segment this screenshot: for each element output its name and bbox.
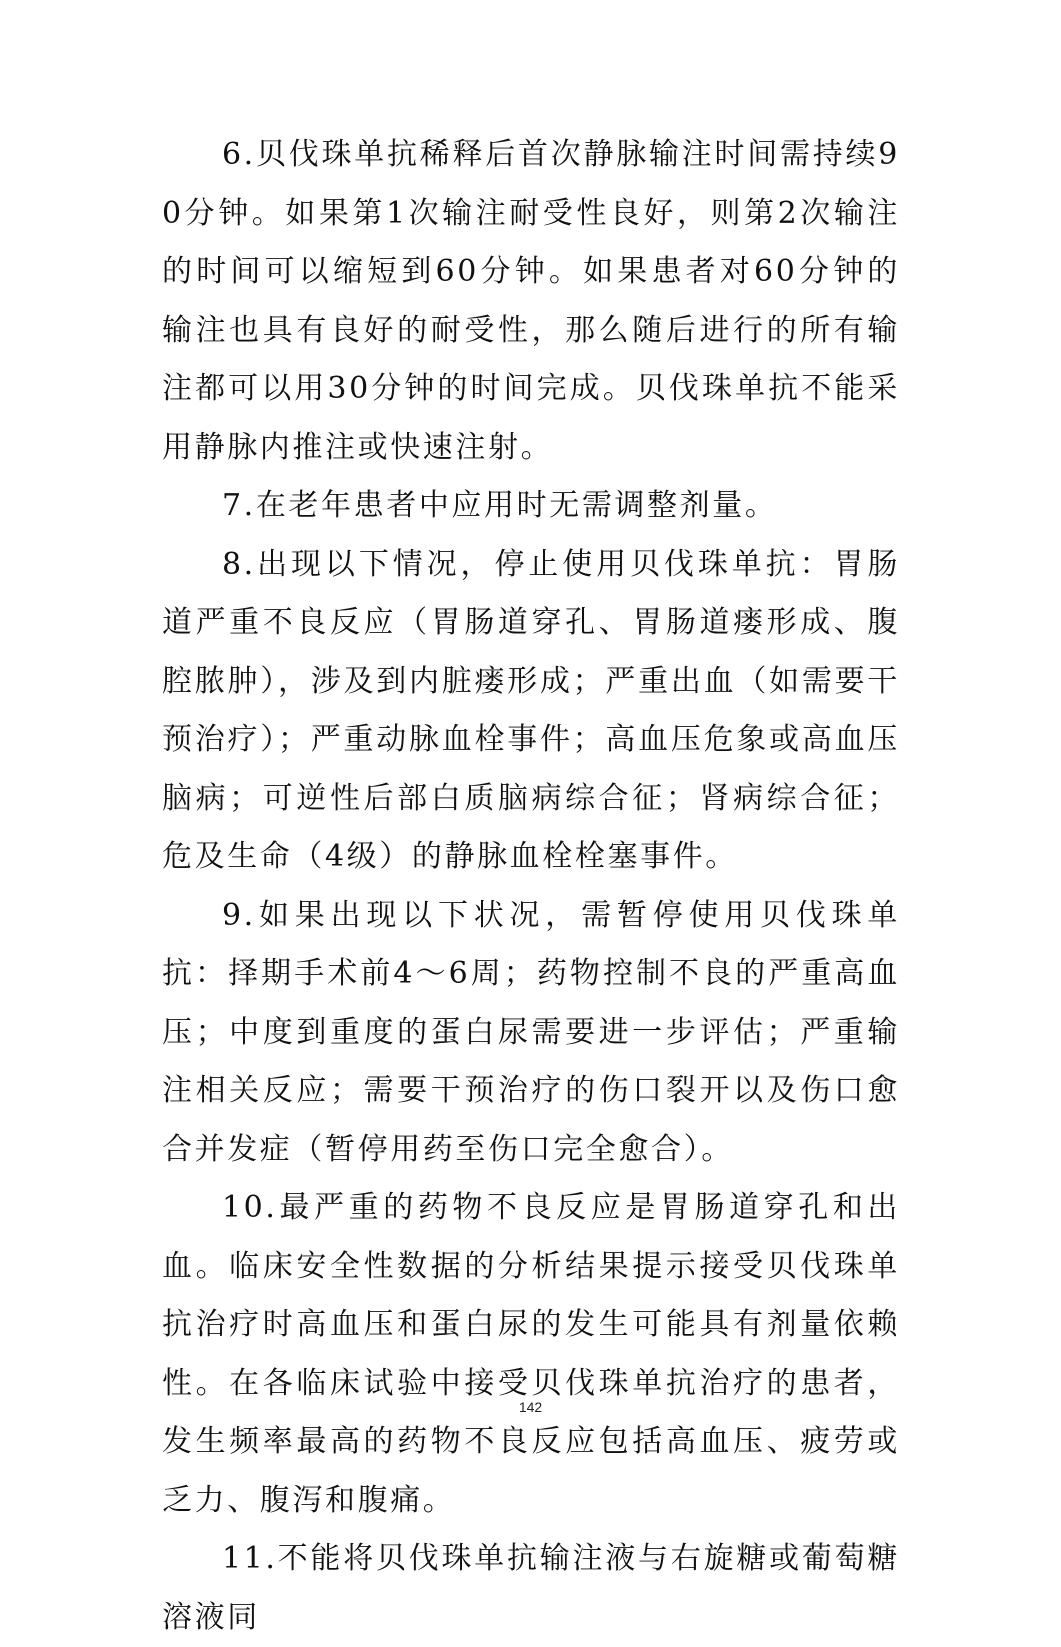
document-body — [162, 126, 900, 1647]
paragraph-9: 9.如果出现以下状况，需暂停使用贝伐珠单抗：择期手术前4～6周；药物控制不良的严重高血压；中度到重度的蛋白尿需要进一步评估；严重输注相关反应；需要干预治疗的伤口裂开以及伤口愈合并发症（暂停用药至伤口完全愈合）。 — [162, 897, 900, 1167]
paragraph-10: 10.最严重的药物不良反应是胃肠道穿孔和出血。临床安全性数据的分析结果提示接受贝伐珠单抗治疗时高血压和蛋白尿的发生可能具有剂量依赖性。在各临床试验中接受贝伐珠单抗治疗的患者，发生频率最高的药物不良反应包括高血压、疲劳或乏力、腹泻和腹痛。 — [162, 1190, 900, 1518]
page-number: 142 — [518, 1399, 543, 1415]
paragraph-7: 7.在老年患者中应用时无需调整剂量。 — [222, 488, 778, 523]
paragraph-6: 6.贝伐珠单抗稀释后首次静脉输注时间需持续90分钟。如果第1次输注耐受性良好，则第2次输注的时间可以缩短到60分钟。如果患者对60分钟的输注也具有良好的耐受性，那么随后进行的所有输注都可以用30分钟的时间完成。贝伐珠单抗不能采用静脉内推注或快速注射。 — [162, 137, 900, 465]
paragraph-8: 8.出现以下情况，停止使用贝伐珠单抗：胃肠道严重不良反应（胃肠道穿孔、胃肠道瘘形成、腹腔脓肿），涉及到内脏瘘形成；严重出血（如需要干预治疗）；严重动脉血栓事件；高血压危象或高血压脑病；可逆性后部白质脑病综合征；肾病综合征；危及生命（4级）的静脉血栓栓塞事件。 — [162, 546, 900, 874]
paragraph-11: 11.不能将贝伐珠单抗输注液与右旋糖或葡萄糖溶液同 — [162, 1541, 900, 1635]
